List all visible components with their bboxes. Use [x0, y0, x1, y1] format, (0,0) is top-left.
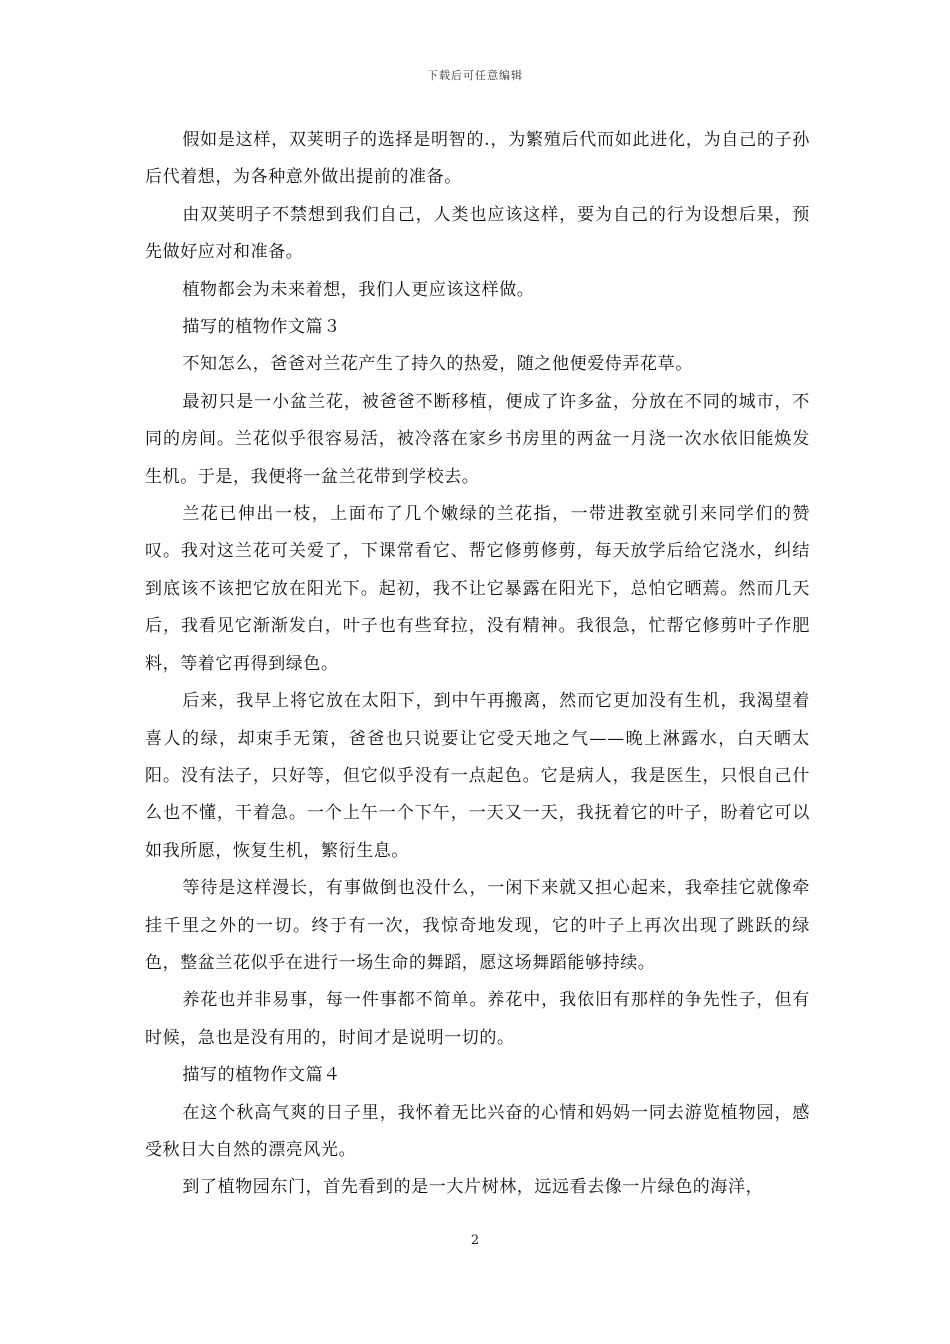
paragraph: 兰花已伸出一枝，上面布了几个嫩绿的兰花指，一带进教室就引来同学们的赞叹。我对这兰花可关爱了，下课常看它、帮它修剪修剪，每天放学后给它浇水，纠结到底该不该把它放在阳光下。起初，我不让它暴露在阳光下，总怕它晒蔫。然而几天后，我看见它渐渐发白，叶子也有些耷拉，没有精神。我很急，忙帮它修剪叶子作肥料，等着它再得到绿色。 — [145, 504, 810, 674]
paragraph: 植物都会为未来着想，我们人更应该这样做。 — [182, 279, 535, 300]
paragraph: 最初只是一小盆兰花，被爸爸不断移植，便成了许多盆，分放在不同的城市，不同的房间。兰花似乎很容易活，被冷落在家乡书房里的两盆一月浇一次水依旧能焕发生机。于是，我便将一盆兰花带到学校去。 — [145, 391, 810, 487]
section-heading: 描写的植物作文篇３ — [182, 317, 341, 338]
paragraph: 后来，我早上将它放在太阳下，到中午再搬离，然而它更加没有生机，我渴望着喜人的绿，却束手无策，爸爸也只说要让它受天地之气——晚上淋露水，白天晒太阳。没有法子，只好等，但它似乎没有一点起色。它是病人，我是医生，只恨自己什么也不懂，干着急。一个上午一个下午，一天又一天，我抚着它的叶子，盼着它可以如我所愿，恢复生机，繁衍生息。 — [145, 691, 810, 861]
paragraph: 到了植物园东门，首先看到的是一大片树林，远远看去像一片绿色的海洋， — [182, 1177, 764, 1198]
document-body — [145, 122, 810, 1207]
paragraph: 不知怎么，爸爸对兰花产生了持久的热爱，随之他便爱侍弄花草。 — [182, 354, 693, 375]
page-number: 2 — [470, 1233, 480, 1248]
section-heading: 描写的植物作文篇４ — [182, 1065, 341, 1086]
page-header: 下载后可任意编辑 — [427, 69, 523, 82]
paragraph: 由双荚明子不禁想到我们自己，人类也应该这样，要为自己的行为设想后果，预先做好应对和准备。 — [145, 204, 810, 263]
paragraph: 假如是这样，双荚明子的选择是明智的.，为繁殖后代而如此进化，为自己的子孙后代着想，为各种意外做出提前的准备。 — [145, 130, 810, 188]
paragraph: 在这个秋高气爽的日子里，我怀着无比兴奋的心情和妈妈一同去游览植物园，感受秋日大自然的漂亮风光。 — [145, 1102, 810, 1160]
paragraph: 等待是这样漫长，有事做倒也没什么，一闲下来就又担心起来，我牵挂它就像牵挂千里之外的一切。终于有一次，我惊奇地发现，它的叶子上再次出现了跳跃的绿色，整盆兰花似乎在进行一场生命的舞蹈，愿这场舞蹈能够持续。 — [145, 878, 810, 973]
paragraph: 养花也并非易事，每一件事都不简单。养花中，我依旧有那样的争先性子，但有时候，急也是没有用的，时间才是说明一切的。 — [145, 990, 810, 1048]
